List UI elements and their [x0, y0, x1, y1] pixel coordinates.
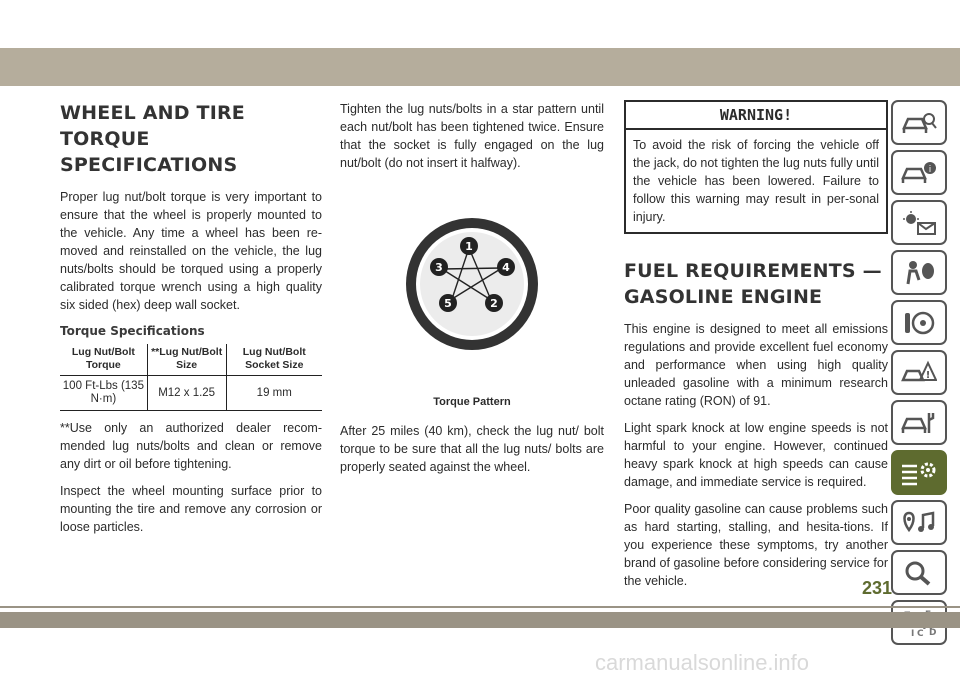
table-cell: M12 x 1.25	[147, 376, 226, 411]
section-heading-torque: WHEEL AND TIRE TORQUE SPECIFICATIONS	[60, 102, 245, 176]
tab-light-message[interactable]	[891, 200, 947, 245]
footer-rule	[0, 606, 960, 608]
svg-text:I: I	[911, 628, 915, 638]
lug-label-2: 2	[490, 297, 498, 310]
warning-body: To avoid the risk of forcing the vehicle off the jack, do not tighten the lug nuts fully until the vehicle has been lowered. Failure to follow this warning may result in per-sonal injury.	[633, 138, 879, 224]
media-navigation-icon	[901, 510, 937, 536]
lug-label-1: 1	[465, 240, 473, 253]
lug-label-4: 4	[502, 261, 510, 274]
warning-title: WARNING!	[626, 102, 886, 130]
lug-label-5: 5	[444, 297, 452, 310]
fuel-paragraph-1: This engine is designed to meet all emissions regulations and provide excellent fuel economy and performance when using high quality unleaded gasoline with a minimum research octane rating (RON) of 91.	[624, 322, 888, 408]
tab-car-tools[interactable]	[891, 400, 947, 445]
airbag-person-icon	[901, 260, 937, 286]
warning-box	[624, 100, 888, 234]
page-number: 231	[862, 578, 893, 598]
table-header-cell: Lug Nut/Bolt Socket Size	[226, 344, 322, 376]
figure-caption: Torque Pattern	[433, 396, 511, 408]
table-header-cell: Lug Nut/Bolt Torque	[60, 344, 147, 376]
column-right	[624, 100, 888, 599]
car-info-icon	[901, 160, 937, 186]
table-header-row	[60, 344, 322, 376]
footer-band	[0, 612, 960, 628]
car-search-icon	[901, 110, 937, 136]
inspect-paragraph: Inspect the wheel mounting surface prior to mounting the tire and remove any corrosion or loose particles.	[60, 484, 322, 534]
svg-text:C: C	[917, 628, 924, 638]
section-heading-fuel: FUEL REQUIREMENTS — GASOLINE ENGINE	[624, 260, 882, 308]
magnifier-icon	[901, 560, 937, 586]
light-message-icon	[901, 210, 937, 236]
subheading-torque-specs: Torque Specifications	[60, 324, 205, 338]
wheel-diagram	[402, 214, 542, 354]
column-left	[60, 100, 322, 545]
tab-steering[interactable]	[891, 300, 947, 345]
watermark: carmanualsonline.info	[595, 650, 810, 675]
tab-specifications[interactable]	[891, 450, 947, 495]
table-row	[60, 376, 322, 411]
after-miles-paragraph: After 25 miles (40 km), check the lug nut/ bolt torque to be sure that all the lug nuts/ bolts are properly seated against the wheel.	[340, 424, 604, 474]
tab-airbag[interactable]	[891, 250, 947, 295]
lug-label-3: 3	[435, 261, 443, 274]
tab-car-search[interactable]	[891, 100, 947, 145]
intro-paragraph: Proper lug nut/bolt torque is very important to ensure that the wheel is properly mounted to the vehicle. Any time a wheel has been re-moved and reinstalled on the vehicle, the lug nuts/bolts should be torqued using a properly calibrated torque wrench using a high quality six sided (hex) deep wall socket.	[60, 190, 322, 312]
tab-search[interactable]	[891, 550, 947, 595]
specs-gear-icon	[899, 458, 939, 488]
svg-text:D: D	[929, 627, 937, 638]
tighten-paragraph: Tighten the lug nuts/bolts in a star pattern until each nut/bolt has been tightened twice. Ensure that the socket is fully engaged on the lug nut/bolt (do not insert it halfway).	[340, 102, 604, 170]
table-cell: 19 mm	[226, 376, 322, 411]
torque-spec-table	[60, 344, 322, 411]
torque-pattern-figure	[340, 214, 604, 392]
table-cell: 100 Ft-Lbs (135 N·m)	[60, 376, 147, 411]
footnote-paragraph: **Use only an authorized dealer recom-mended lug nuts/bolts and clean or remove any dirt or oil before tightening.	[60, 421, 322, 471]
tab-car-info[interactable]	[891, 150, 947, 195]
fuel-paragraph-3: Poor quality gasoline can cause problems such as hard starting, stalling, and hesita-tions. If you experience these symptoms, try another brand of gasoline before considering service for the vehicle.	[624, 502, 888, 588]
car-tools-icon	[901, 410, 937, 436]
column-middle	[340, 100, 604, 485]
tab-media-navigation[interactable]	[891, 500, 947, 545]
tab-car-warning[interactable]	[891, 350, 947, 395]
table-header-cell: **Lug Nut/Bolt Size	[147, 344, 226, 376]
header-band	[0, 48, 960, 86]
chapter-tabs	[891, 100, 960, 650]
svg-text:!: !	[925, 369, 931, 381]
svg-text:i: i	[928, 164, 932, 175]
car-warning-icon	[901, 360, 937, 386]
fuel-paragraph-2: Light spark knock at low engine speeds is not harmful to your engine. However, continued heavy spark knock at high speeds can cause damage, and immediate service is required.	[624, 421, 888, 489]
steering-key-icon	[901, 310, 937, 336]
